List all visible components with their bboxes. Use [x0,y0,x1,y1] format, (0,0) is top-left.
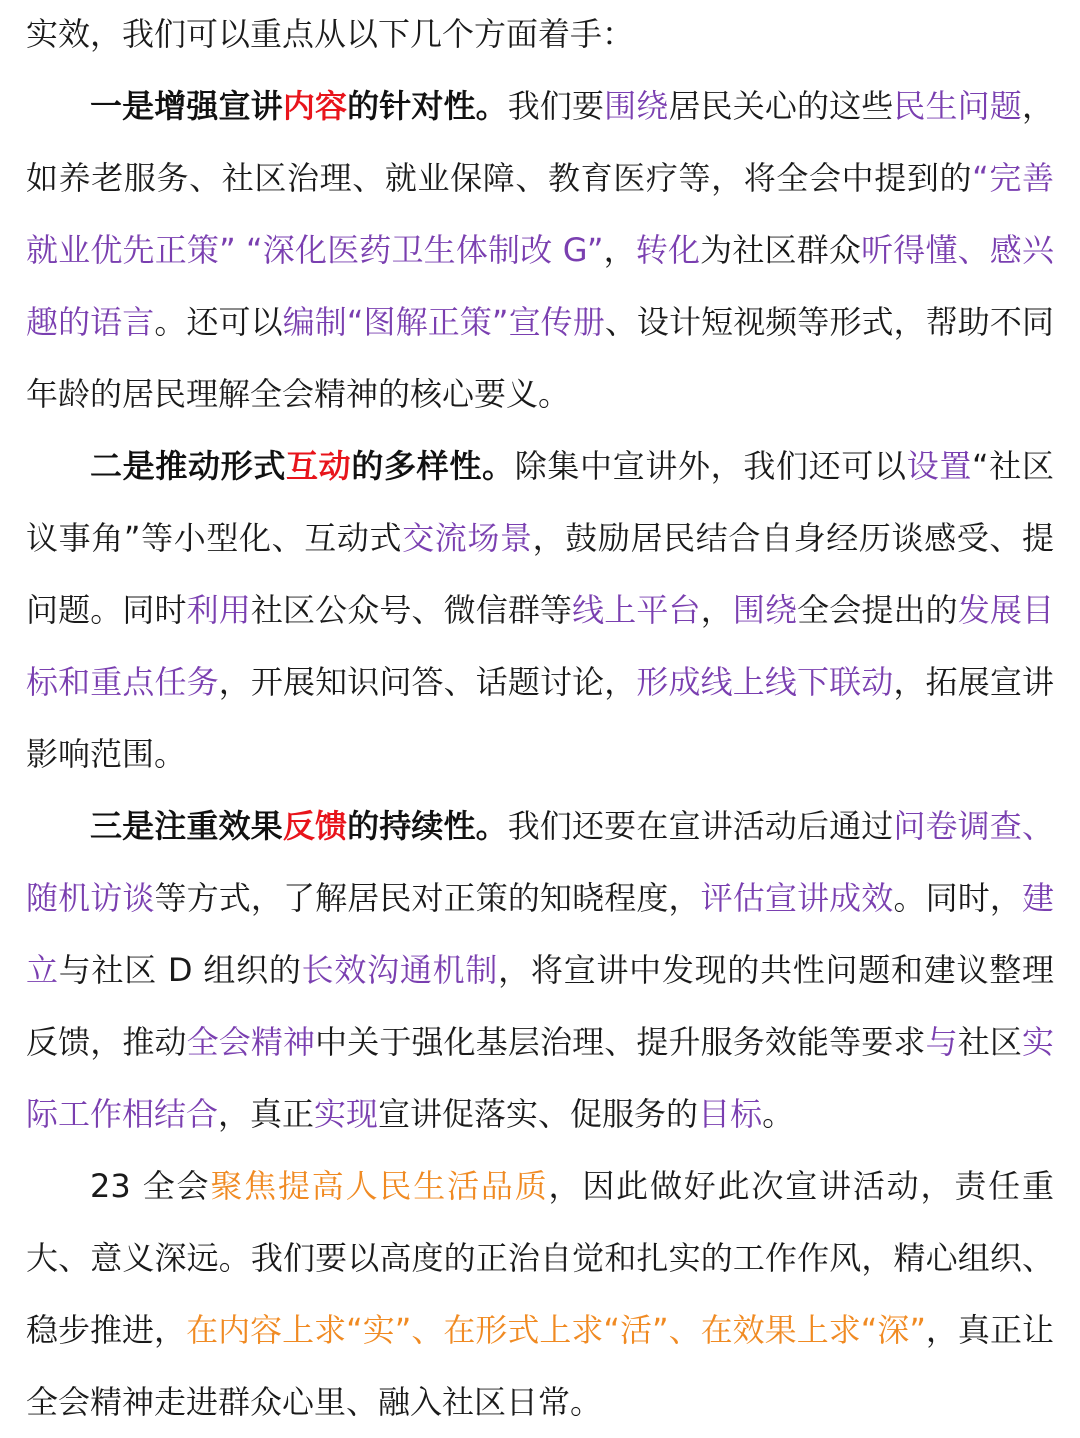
purple-highlight: 问卷调查、随机访谈 [26,807,1054,917]
normal-text: 中关于强化基层治理、提升服务效能等要求 [315,1023,926,1061]
orange-highlight: 聚焦提高人民生活品质 [210,1167,549,1205]
normal-text: 23 全会 [90,1167,211,1205]
purple-highlight: 发展目标和重点任务 [26,591,1054,701]
red-keyword: 互动 [286,447,352,485]
paragraph-4 [26,790,1054,1150]
bold-heading-text: 二是推动形式 [90,447,286,485]
normal-text: 社区公众号、微信群等 [250,591,573,629]
purple-highlight: “完善就业优先正策” “深化医药卫生体制改 G” [26,159,1054,269]
normal-text: “社区议事角”等小型化、互动式 [26,447,1054,557]
normal-text: 居民关心的这些 [668,87,894,125]
normal-text: 等方式，了解居民对正策的知晓程度， [154,879,701,917]
normal-text: 宣讲促落实、促服务的 [378,1095,699,1133]
normal-text: ，真正让全会精神走进群众心里、融入社区日常。 [26,1311,1054,1421]
normal-text: ，拓展宣讲影响范围。 [26,663,1054,773]
normal-text: ， [603,231,636,269]
purple-highlight: 民生问题 [893,87,1022,125]
bold-heading-text: 三是注重效果 [90,807,283,845]
bold-heading-text: 一是增强宣讲 [90,87,283,125]
paragraph-3 [26,430,1054,790]
normal-text: 为社区群众 [700,231,862,269]
paragraph-1 [26,0,1054,70]
normal-text: 我们还要在宣讲活动后通过 [507,807,894,845]
normal-text: 。还可以 [154,303,283,341]
red-keyword: 反馈 [282,807,348,845]
normal-text: 全会提出的 [797,591,958,629]
purple-highlight: 目标 [698,1095,763,1133]
normal-text: ，因此做好此次宣讲活动，责任重大、意义深远。我们要以高度的正治自觉和扎实的工作作风，精心组织、稳步推进， [26,1167,1054,1349]
document-body [26,0,1054,1438]
bold-heading-text: 的针对性。 [347,87,508,125]
normal-text: ，开展知识问答、话题讨论， [218,663,637,701]
normal-text: 。 [762,1095,795,1133]
purple-highlight: 交流场景 [402,519,533,557]
orange-highlight: 在内容上求“实”、在形式上求“活”、在效果上求“深” [186,1311,926,1349]
purple-highlight: 全会精神 [186,1023,316,1061]
purple-highlight: 围绕 [732,591,798,629]
purple-highlight: 评估宣讲成效 [700,879,894,917]
normal-text: ，鼓励居民结合自身经历谈感受、提问题。同时 [26,519,1054,629]
paragraph-2 [26,70,1054,430]
normal-text: 我们要 [507,87,605,125]
red-keyword: 内容 [282,87,348,125]
normal-text: 除集中宣讲外，我们还可以 [514,447,907,485]
normal-text: 实效，我们可以重点从以下几个方面着手： [26,15,635,53]
bold-heading-text: 的持续性。 [347,807,508,845]
purple-highlight: 实际工作相结合 [26,1023,1054,1133]
purple-highlight: 设置 [906,447,973,485]
purple-highlight: 实现 [314,1095,379,1133]
normal-text: 社区 [957,1023,1022,1061]
bold-heading-text: 的多样性。 [351,447,515,485]
purple-highlight: 建立 [26,879,1054,989]
purple-highlight: 形成线上线下联动 [636,663,894,701]
normal-text: ，如养老服务、社区治理、就业保障、教育医疗等，将全会中提到的 [26,87,1054,197]
normal-text: 。同时， [893,879,1022,917]
purple-highlight: 围绕 [604,87,669,125]
normal-text: 、设计短视频等形式，帮助不同年龄的居民理解全会精神的核心要义。 [26,303,1054,413]
paragraph-5 [26,1150,1054,1438]
normal-text: ，真正 [218,1095,315,1133]
normal-text: ，将宣讲中发现的共性问题和建议整理反馈，推动 [26,951,1054,1061]
purple-highlight: 与 [925,1023,958,1061]
normal-text: ， [700,591,733,629]
purple-highlight: 线上平台 [572,591,701,629]
purple-highlight: 听得懂、感兴趣的语言 [26,231,1054,341]
normal-text: 与社区 D 组织的 [58,951,302,989]
purple-highlight: 利用 [186,591,251,629]
purple-highlight: 编制“图解正策”宣传册 [282,303,605,341]
purple-highlight: 长效沟通机制 [301,951,499,989]
purple-highlight: 转化 [635,231,701,269]
